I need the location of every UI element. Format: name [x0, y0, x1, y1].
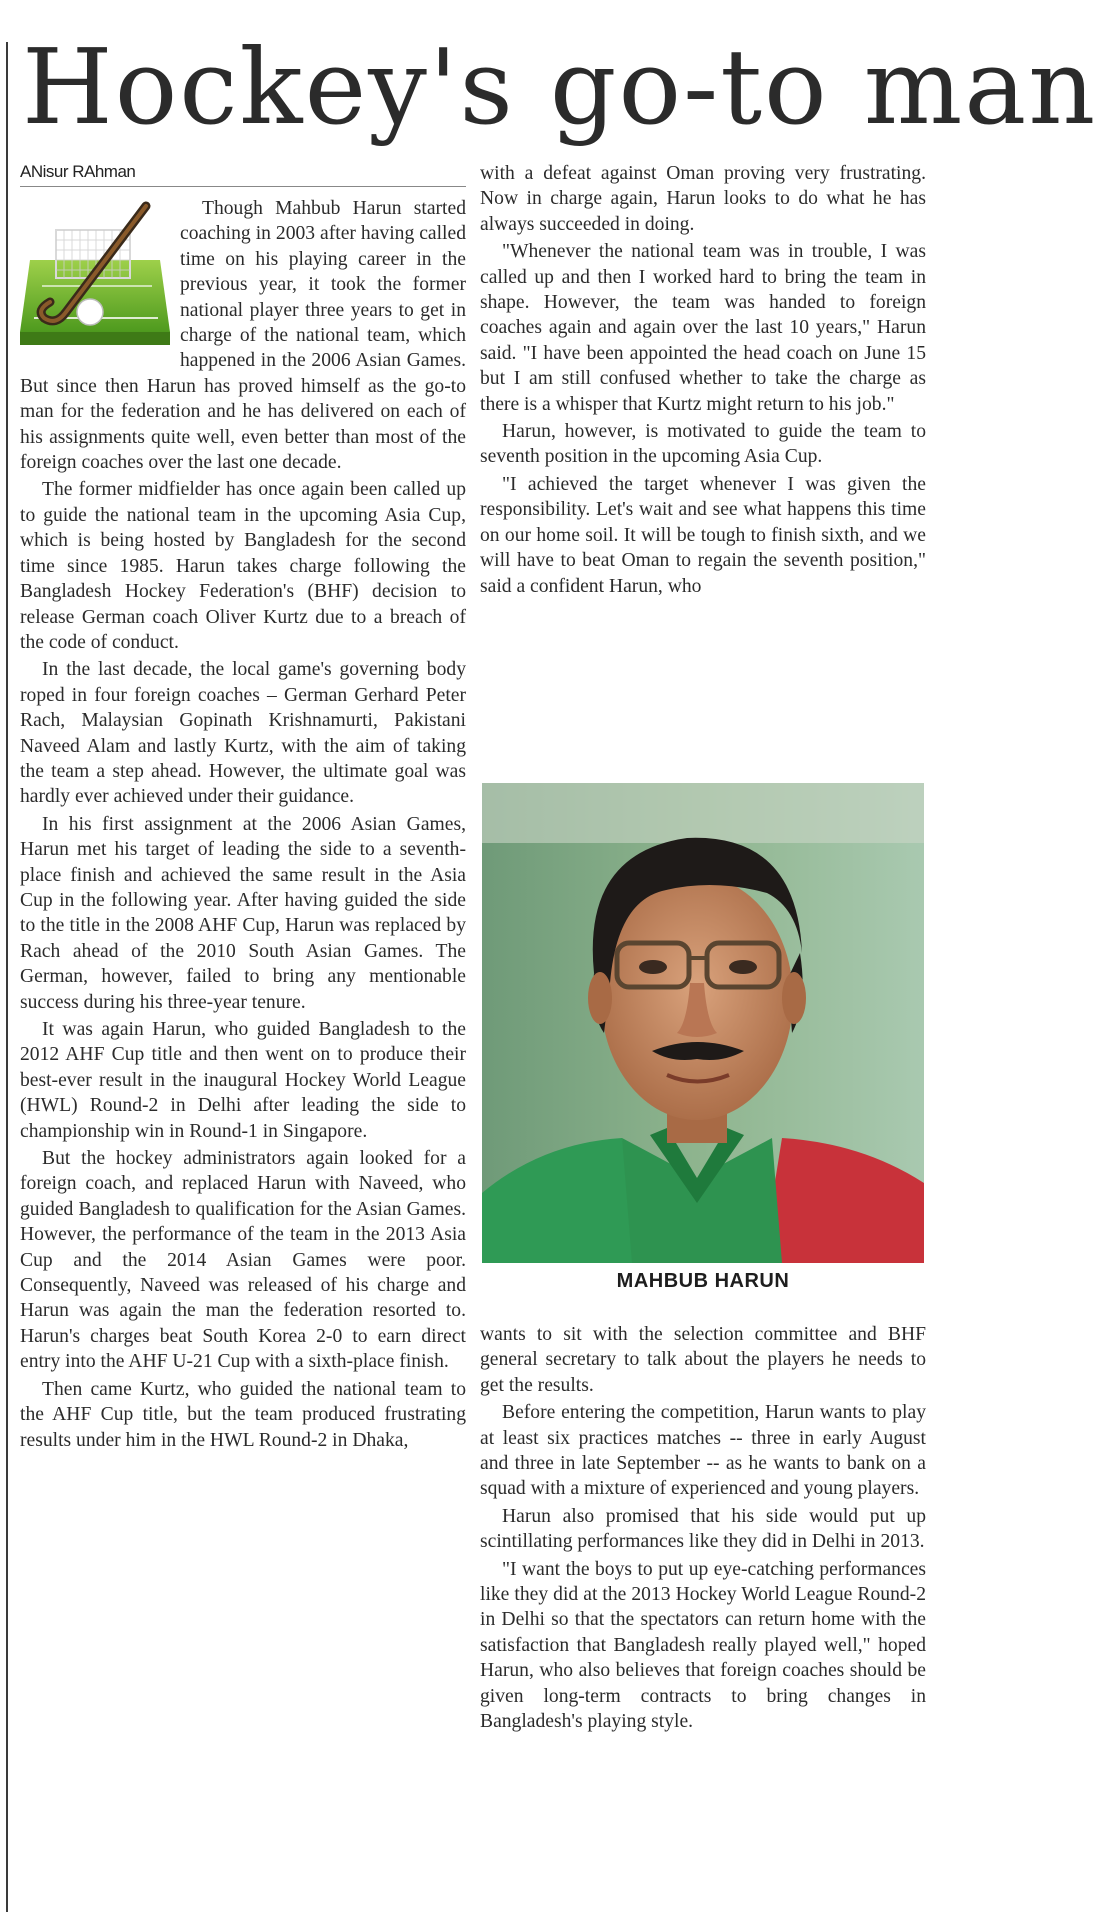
- photo-caption: MAHBUB HARUN: [616, 1270, 790, 1292]
- paragraph: Harun also promised that his side would put up scintillating performances like they did in Delhi in 2013.: [480, 1505, 926, 1553]
- paragraph: "Whenever the national team was in trouble, I was called up and then I worked hard to bring the team in shape. However, the team was handed to foreign coaches again and again over the last 10 years," Harun said. "I have been appointed the head coach on June 15 but I am still confused whether to take the charge as there is a whisper that Kurtz might return to his job.": [480, 241, 926, 415]
- byline-divider: [20, 186, 466, 187]
- paragraph: It was again Harun, who guided Bangladesh to the 2012 AHF Cup title and then went on to produce their best-ever result in the inaugural Hockey World League (HWL) Round-2 in Delhi after leading the side to championship win in Round-1 in Singapore.: [20, 1019, 466, 1142]
- portrait-photo: [482, 783, 924, 1263]
- paragraph: wants to sit with the selection committee and BHF general secretary to talk about the players he needs to get the results.: [480, 1324, 926, 1396]
- paragraph: In his first assignment at the 2006 Asian Games, Harun met his target of leading the side to a seventh-place finish and achieved the same result in the Asia Cup in the following year. After having guided the side to the title in the 2008 AHF Cup, Harun was replaced by Rach ahead of the 2010 South Asian Games. The German, however, failed to bring any mentionable success during his three-year tenure.: [20, 813, 466, 1013]
- byline: ANisur RAhman: [20, 162, 136, 181]
- paragraph: Though Mahbub Harun started coaching in 2003 after having called time on his playing career in the previous year, it took the former national player three years to get in charge of the national team, which happened in the 2006 Asian Games. But since then Harun has proved himself as the go-to man for the federation and he has delivered on each of his assignments quite well, even better than most of the foreign coaches over the last one decade.: [20, 198, 466, 474]
- paragraph: with a defeat against Oman proving very frustrating. Now in charge again, Harun looks to do what he has always succeeded in doing.: [480, 163, 926, 235]
- headline: Hockey's go-to man: [22, 26, 1097, 148]
- paragraph: Before entering the competition, Harun wants to play at least six practices matches -- three in early August and three in late September -- as he wants to bank on a squad with a mixture of experienced and young players.: [480, 1402, 926, 1500]
- article-column-1: [20, 196, 466, 1453]
- column-edge-rule: [6, 42, 8, 1912]
- paragraph: Then came Kurtz, who guided the national team to the AHF Cup title, but the team produced frustrating results under him in the HWL Round-2 in Dhaka,: [20, 1378, 466, 1451]
- paragraph: The former midfielder has once again been called up to guide the national team in the upcoming Asia Cup, which is being hosted by Bangladesh for the second time since 1985. Harun takes charge following the Bangladesh Hockey Federation's (BHF) decision to release German coach Oliver Kurtz due to a breach of the code of conduct.: [20, 479, 466, 653]
- article-column-2-bottom: [480, 1322, 926, 1735]
- paragraph: In the last decade, the local game's governing body roped in four foreign coaches – German Gerhard Peter Rach, Malaysian Gopinath Krishnamurti, Pakistani Naveed Alam and lastly Kurtz, with the aim of taking the team a step ahead. However, the ultimate goal was hardly ever achieved under their guidance.: [20, 659, 466, 808]
- hockey-stick-and-ball-icon: [20, 200, 170, 360]
- paragraph: "I want the boys to put up eye-catching performances like they did at the 2013 Hockey World League Round-2 in Delhi so that the spectators can return home with the satisfaction that Bangladesh really played well," hoped Harun, who also believes that foreign coaches should be given long-term contracts to bring changes in Bangladesh's playing style.: [480, 1558, 926, 1733]
- paragraph: "I achieved the target whenever I was given the responsibility. Let's wait and see what happens this time on our home soil. It will be tough to finish sixth, and we will have to beat Oman to regain the seventh position," said a confident Harun, who: [480, 473, 926, 597]
- paragraph: But the hockey administrators again looked for a foreign coach, and replaced Harun with Naveed, who guided Bangladesh to qualification for the Asian Games. However, the performance of the team in the 2013 Asia Cup and the 2014 Asian Games were poor. Consequently, Naveed was released of his charge and Harun was again the man the federation resorted to. Harun's charges beat South Korea 2-0 to earn direct entry into the AHF U-21 Cup with a sixth-place finish.: [20, 1148, 466, 1373]
- paragraph: Harun, however, is motivated to guide the team to seventh position in the upcoming Asia Cup.: [480, 421, 926, 468]
- article-column-2-top: [480, 161, 926, 599]
